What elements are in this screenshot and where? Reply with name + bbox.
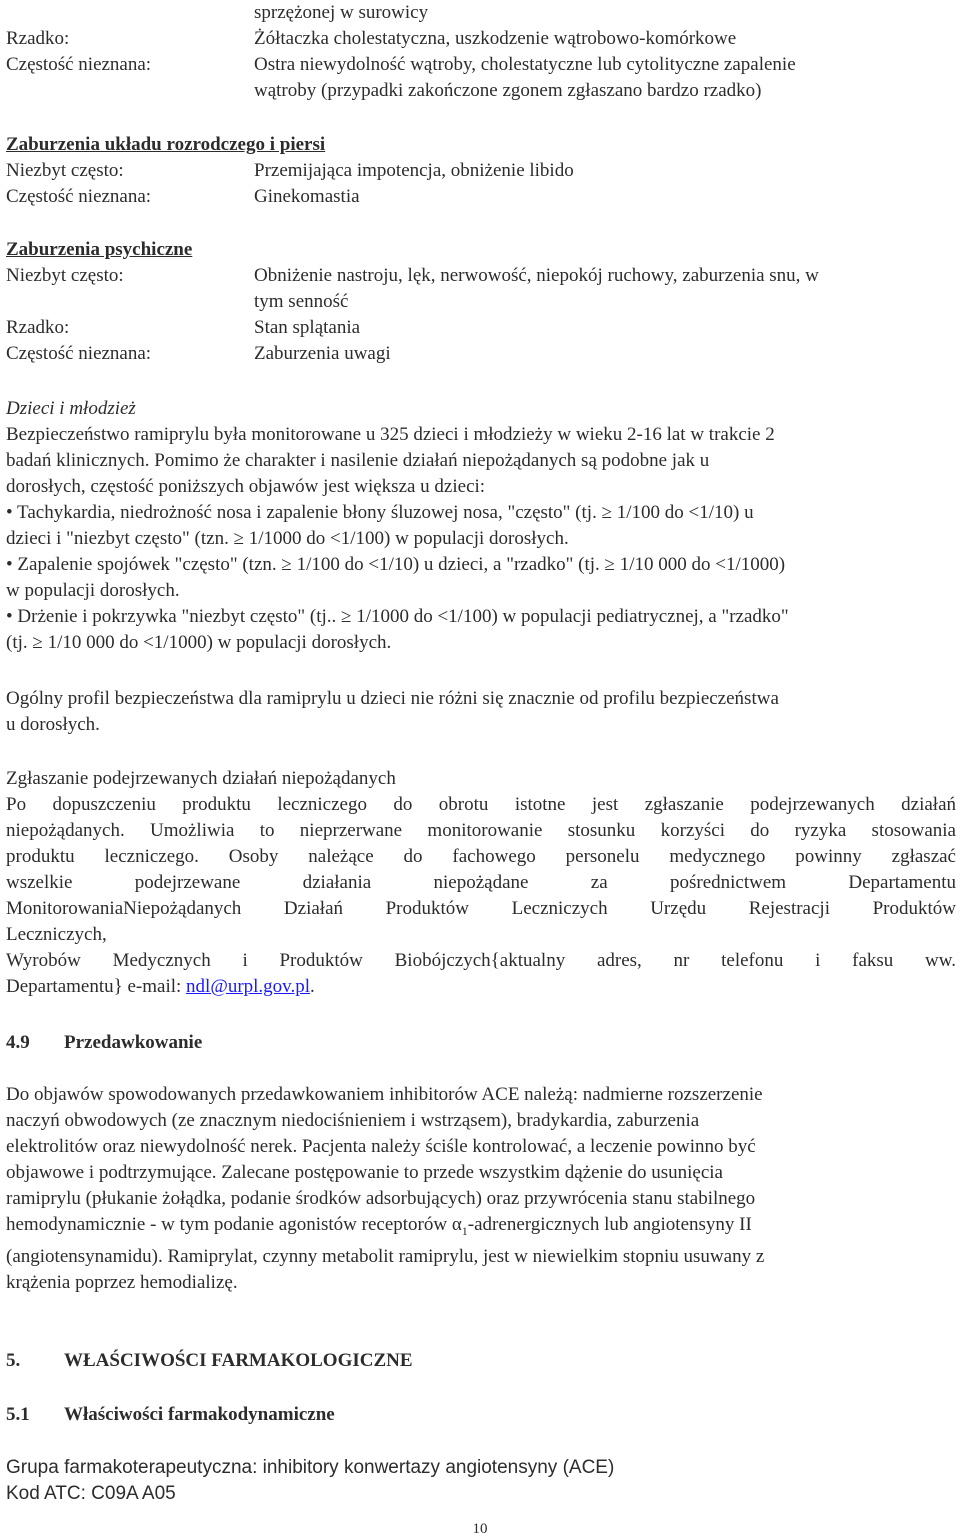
- frequency-value: Zaburzenia uwagi: [254, 343, 391, 364]
- text-line: Po dopuszczeniu produktu leczniczego do obrotu istotne jest zgłaszanie podejrzewanych działań: [6, 794, 956, 815]
- psychiatric-section: [6, 237, 956, 367]
- bullet-line: • Drżenie i pokrzywka "niezbyt często" (tj.. ≥ 1/1000 do <1/100) w populacji pediatrycznej, a "rzadko": [6, 606, 789, 627]
- frequency-label: Rzadko:: [6, 28, 70, 49]
- frequency-label: Rzadko:: [6, 317, 70, 338]
- frequency-value: Przemijająca impotencja, obniżenie libido: [254, 160, 574, 181]
- children-section: [6, 396, 956, 656]
- text-line: niepożądanych. Umożliwia to nieprzerwane monitorowanie stosunku korzyści do ryzyka stosowania: [6, 820, 956, 841]
- frequency-label: Częstość nieznana:: [6, 54, 152, 75]
- frequency-value: Stan splątania: [254, 317, 361, 338]
- section-heading-5-1: [6, 1402, 956, 1428]
- text-line: sprzężonej w surowicy: [254, 2, 429, 23]
- atc-code: Kod ATC: C09A A05: [6, 1483, 176, 1504]
- text-line: wątroby (przypadki zakończone zgonem zgłaszano bardzo rzadko): [254, 80, 762, 101]
- section-heading: Zaburzenia układu rozrodczego i piersi: [6, 134, 326, 155]
- text-line: naczyń obwodowych (ze znacznym niedociśnieniem i wstrząsem), bradykardia, zaburzenia: [6, 1110, 700, 1131]
- frequency-row: [6, 52, 956, 78]
- top-continuation: [6, 0, 956, 104]
- section-title: Przedawkowanie: [64, 1032, 203, 1053]
- section-title: Właściwości farmakodynamiczne: [64, 1404, 335, 1425]
- section-number: 5.1: [6, 1404, 30, 1425]
- frequency-row: [6, 158, 956, 184]
- pharm-group: Grupa farmakoterapeutyczna: inhibitory konwertazy angiotensyny (ACE): [6, 1457, 615, 1478]
- frequency-value: Ginekomastia: [254, 186, 360, 207]
- text-line: objawowe i podtrzymujące. Zalecane postępowanie to przede wszystkim dążenie do usunięcia: [6, 1162, 723, 1183]
- text-line: (angiotensynamidu). Ramiprylat, czynny metabolit ramiprylu, jest w niewielkim stopniu usuwany z: [6, 1245, 765, 1267]
- section-title: WŁAŚCIWOŚCI FARMAKOLOGICZNE: [64, 1350, 413, 1371]
- text-line: w populacji dorosłych.: [6, 580, 180, 601]
- overdose-text: [6, 1082, 956, 1296]
- page-number: 10: [472, 1521, 488, 1537]
- text-line: (tj. ≥ 1/10 000 do <1/1000) w populacji dorosłych.: [6, 632, 392, 653]
- text-line: [6, 1212, 956, 1244]
- section-number: 5.: [6, 1350, 21, 1371]
- frequency-label: Częstość nieznana:: [6, 186, 152, 207]
- bullet-line: • Tachykardia, niedrożność nosa i zapalenie błony śluzowej nosa, "często" (tj. ≥ 1/100 do <1/10) u: [6, 502, 754, 523]
- text-line: Leczniczych,: [6, 924, 107, 945]
- text-line: Do objawów spowodowanych przedawkowaniem inhibitorów ACE należą: nadmierne rozszerzenie: [6, 1084, 763, 1105]
- email-link[interactable]: ndl@urpl.gov.pl: [186, 976, 310, 997]
- section-heading: Zaburzenia psychiczne: [6, 239, 193, 260]
- frequency-row: [6, 341, 956, 367]
- text-part: hemodynamicznie - w tym podanie agonistów receptorów α: [6, 1214, 462, 1235]
- frequency-label: Częstość nieznana:: [6, 343, 152, 364]
- subscript: 1: [461, 1223, 468, 1238]
- email-suffix: .: [309, 976, 315, 997]
- text-line: produktu leczniczego. Osoby należące do fachowego personelu medycznego powinny zgłaszać: [6, 846, 956, 867]
- text-line: dzieci i "niezbyt często" (tzn. ≥ 1/1000 do <1/100) w populacji dorosłych.: [6, 528, 569, 549]
- frequency-value: Obniżenie nastroju, lęk, nerwowość, niepokój ruchowy, zaburzenia snu, w: [254, 265, 819, 286]
- frequency-label: Niezbyt często:: [6, 160, 124, 181]
- email-prefix: Departamentu} e-mail:: [6, 976, 187, 997]
- reproductive-section: [6, 132, 956, 210]
- section-heading-5: [6, 1348, 956, 1374]
- section-heading: Zgłaszanie podejrzewanych działań niepożądanych: [6, 768, 396, 789]
- frequency-value: Ostra niewydolność wątroby, cholestatyczne lub cytolityczne zapalenie: [254, 54, 796, 75]
- text-line: dorosłych, częstość poniższych objawów jest większa u dzieci:: [6, 476, 486, 497]
- section-heading: Dzieci i młodzież: [6, 398, 136, 419]
- frequency-value-cont: tym senność: [254, 291, 349, 312]
- text-line: u dorosłych.: [6, 714, 100, 735]
- text-line: MonitorowaniaNiepożądanych Działań Produktów Leczniczych Urzędu Rejestracji Produktów: [6, 898, 956, 919]
- text-part: -adrenergicznych lub angiotensyny II: [467, 1214, 752, 1235]
- text-line: elektrolitów oraz niewydolność nerek. Pacjenta należy ściśle kontrolować, a leczenie powinno być: [6, 1136, 756, 1157]
- frequency-value: Żółtaczka cholestatyczna, uszkodzenie wątrobowo-komórkowe: [254, 28, 737, 49]
- section-heading-4-9: [6, 1030, 956, 1056]
- text-line: Ogólny profil bezpieczeństwa dla ramiprylu u dzieci nie różni się znacznie od profilu bezpieczeństwa: [6, 688, 779, 709]
- bullet-line: • Zapalenie spojówek "często" (tzn. ≥ 1/100 do <1/10) u dzieci, a "rzadko" (tj. ≥ 1/10 000 do <1/1000): [6, 554, 786, 575]
- frequency-row: [6, 26, 956, 52]
- email-line: [6, 974, 956, 1000]
- section-number: 4.9: [6, 1032, 30, 1053]
- frequency-row: [6, 184, 956, 210]
- text-line: Bezpieczeństwo ramiprylu była monitorowane u 325 dzieci i młodzieży w wieku 2-16 lat w trakcie 2: [6, 424, 775, 445]
- frequency-row: [6, 315, 956, 341]
- text-line: ramiprylu (płukanie żołądka, podanie środków adsorbujących) oraz przywrócenia stanu stabilnego: [6, 1188, 756, 1209]
- frequency-label: Niezbyt często:: [6, 265, 124, 286]
- text-line: Wyrobów Medycznych i Produktów Biobójczych{aktualny adres, nr telefonu i faksu ww.: [6, 950, 956, 971]
- text-line: badań klinicznych. Pomimo że charakter i nasilenie działań niepożądanych są podobne jak u: [6, 450, 710, 471]
- frequency-row: [6, 263, 956, 289]
- text-line: wszelkie podejrzewane działania niepożądane za pośrednictwem Departamentu: [6, 872, 956, 893]
- general-profile: [6, 686, 956, 738]
- reporting-section: [6, 766, 956, 1000]
- atc-block: [6, 1455, 956, 1507]
- text-line: krążenia poprzez hemodializę.: [6, 1271, 238, 1293]
